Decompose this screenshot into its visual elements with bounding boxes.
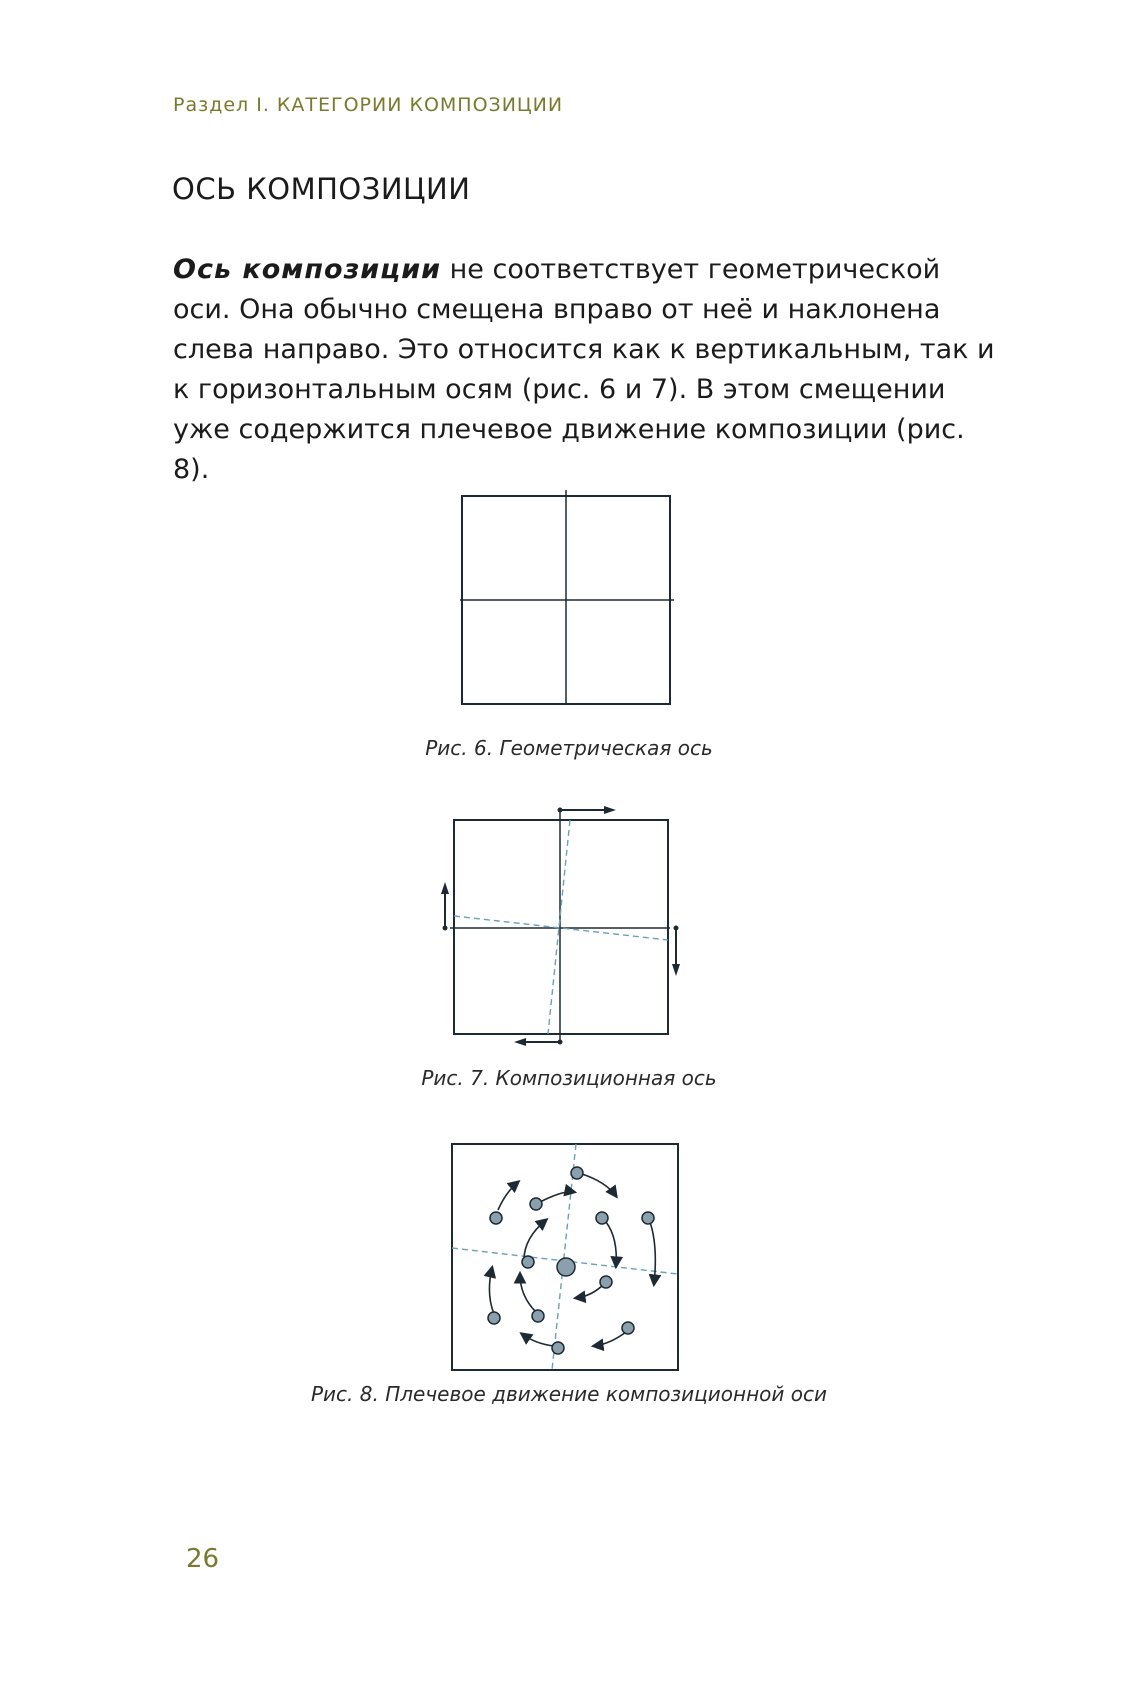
section-title: ОСЬ КОМПОЗИЦИИ <box>172 172 471 206</box>
fig8-arrow <box>606 1222 616 1266</box>
figure-6-caption: Рис. 6. Геометрическая ось <box>425 736 713 760</box>
fig8-arrow <box>520 1274 536 1312</box>
fig8-dot <box>522 1256 534 1268</box>
fig8-arrow <box>522 1334 554 1346</box>
fig8-dot <box>600 1276 612 1288</box>
figure-8-caption: Рис. 8. Плечевое движение композиционной оси <box>311 1382 827 1406</box>
fig8-arrow <box>582 1174 616 1196</box>
fig8-arrow <box>524 1220 546 1260</box>
fig8-dot <box>530 1198 542 1210</box>
fig8-arrow <box>498 1182 518 1210</box>
running-header: Раздел I. КАТЕГОРИИ КОМПОЗИЦИИ <box>173 94 564 116</box>
figure-8-shoulder-movement <box>446 1138 686 1378</box>
fig8-dot-center <box>557 1258 575 1276</box>
fig7-arrow-left-head <box>441 882 449 894</box>
page-number: 26 <box>186 1544 220 1574</box>
fig8-dot <box>596 1212 608 1224</box>
fig8-dot <box>532 1310 544 1322</box>
paragraph-text: не соответствует геометрической оси. Она обычно смещена вправо от неё и наклонена слева направо. Это относится как к вертикальным, так и к горизонтальным осям (рис. 6 и 7). В этом смещении уже содержится плечевое движение композиции (рис. 8). <box>173 254 995 485</box>
figure-6-geometric-axis <box>452 490 682 710</box>
fig8-dot <box>622 1322 634 1334</box>
fig7-dashed-vertical-axis <box>548 820 570 1034</box>
fig8-dot <box>571 1167 583 1179</box>
fig7-arrow-bottom-head <box>514 1038 526 1046</box>
fig8-arrow <box>540 1192 574 1202</box>
figure-7-compositional-axis <box>430 798 690 1048</box>
fig7-arrow-right-head <box>672 964 680 976</box>
fig7-frame <box>454 820 668 1034</box>
fig8-arrow <box>489 1268 494 1314</box>
fig8-arrow <box>650 1222 655 1284</box>
figure-7-caption: Рис. 7. Композиционная ось <box>421 1066 717 1090</box>
fig8-dot <box>642 1212 654 1224</box>
term-highlight: Ось композиции <box>173 254 442 285</box>
fig8-frame <box>452 1144 678 1370</box>
fig8-dot <box>552 1342 564 1354</box>
fig8-dot <box>488 1312 500 1324</box>
body-paragraph <box>173 250 1003 490</box>
fig7-arrow-top-head <box>604 806 616 814</box>
fig8-dot <box>490 1212 502 1224</box>
fig8-arrow <box>576 1284 604 1298</box>
fig8-arrow <box>594 1332 626 1346</box>
